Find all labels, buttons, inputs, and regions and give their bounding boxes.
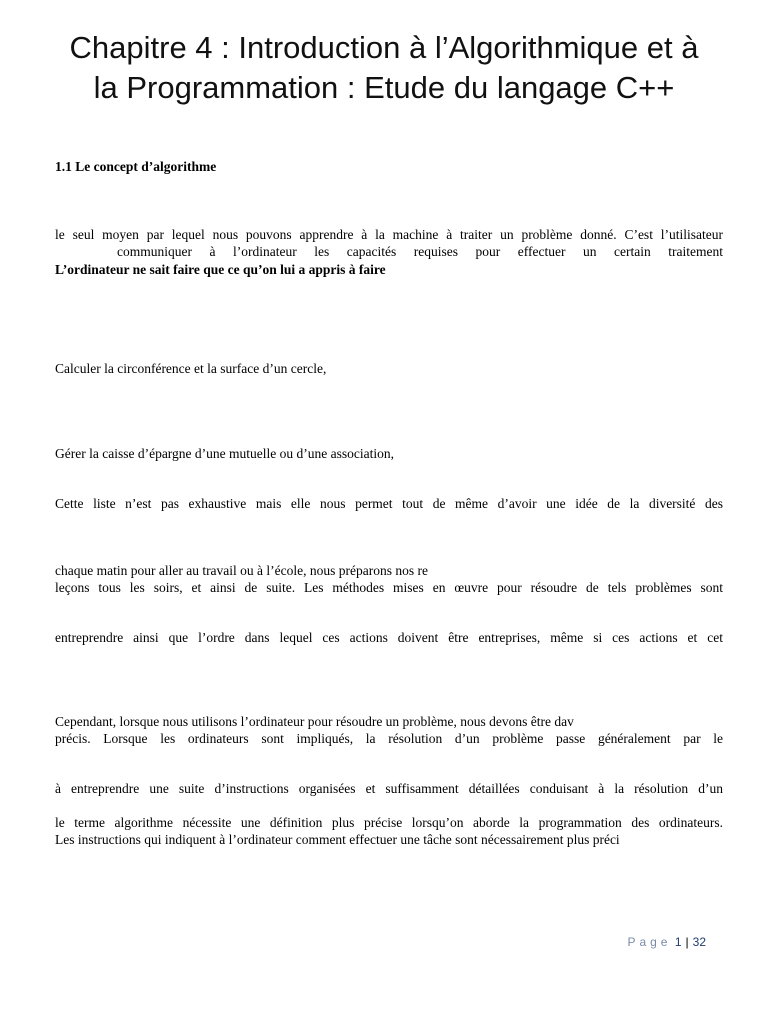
text-line: Calculer la circonférence et la surface d’un cercle, xyxy=(55,361,327,376)
page-label: Page xyxy=(627,935,672,949)
text-line: entreprendre ainsi que l’ordre dans lequel ces actions doivent être entreprises, même si ces actions et cet xyxy=(55,630,723,645)
text-line: le seul moyen par lequel nous pouvons apprendre à la machine à traiter un problème donné. C’est l’utilisateur xyxy=(55,227,723,242)
page-separator: | xyxy=(685,935,689,949)
page-title xyxy=(0,28,768,108)
page-number-footer xyxy=(627,935,706,949)
text-line: chaque matin pour aller au travail ou à l’école, nous préparons nos re xyxy=(55,563,428,578)
text-line: Cependant, lorsque nous utilisons l’ordinateur pour résoudre un problème, nous devons être dav xyxy=(55,714,574,729)
text-line: Gérer la caisse d’épargne d’une mutuelle ou d’une association, xyxy=(55,446,394,461)
text-line: à entreprendre une suite d’instructions organisées et suffisamment détaillées conduisant à la résolution d’un xyxy=(55,781,723,796)
page-title-line-1: Chapitre 4 : Introduction à l’Algorithmique et à xyxy=(69,30,699,65)
total-page-count: 32 xyxy=(692,935,706,949)
text-line: Cette liste n’est pas exhaustive mais elle nous permet tout de même d’avoir une idée de la diversité des xyxy=(55,496,723,511)
section-heading: 1.1 Le concept d’algorithme xyxy=(55,159,217,174)
text-line-bold: L’ordinateur ne sait faire que ce qu’on lui a appris à faire xyxy=(55,262,386,277)
text-line: précis. Lorsque les ordinateurs sont impliqués, la résolution d’un problème passe généralement par le xyxy=(55,731,723,746)
text-line: leçons tous les soirs, et ainsi de suite. Les méthodes mises en œuvre pour résoudre de tels problèmes sont xyxy=(55,580,723,595)
page-title-line-2: la Programmation : Etude du langage C++ xyxy=(93,70,675,105)
current-page-number: 1 xyxy=(674,935,682,949)
text-line: communiquer à l’ordinateur les capacités requises pour effectuer un certain traitement xyxy=(117,244,723,259)
text-line: Les instructions qui indiquent à l’ordinateur comment effectuer une tâche sont nécessairement plus préci xyxy=(55,832,620,847)
text-line: le terme algorithme nécessite une définition plus précise lorsqu’on aborde la programmation des ordinateurs. xyxy=(55,815,723,830)
